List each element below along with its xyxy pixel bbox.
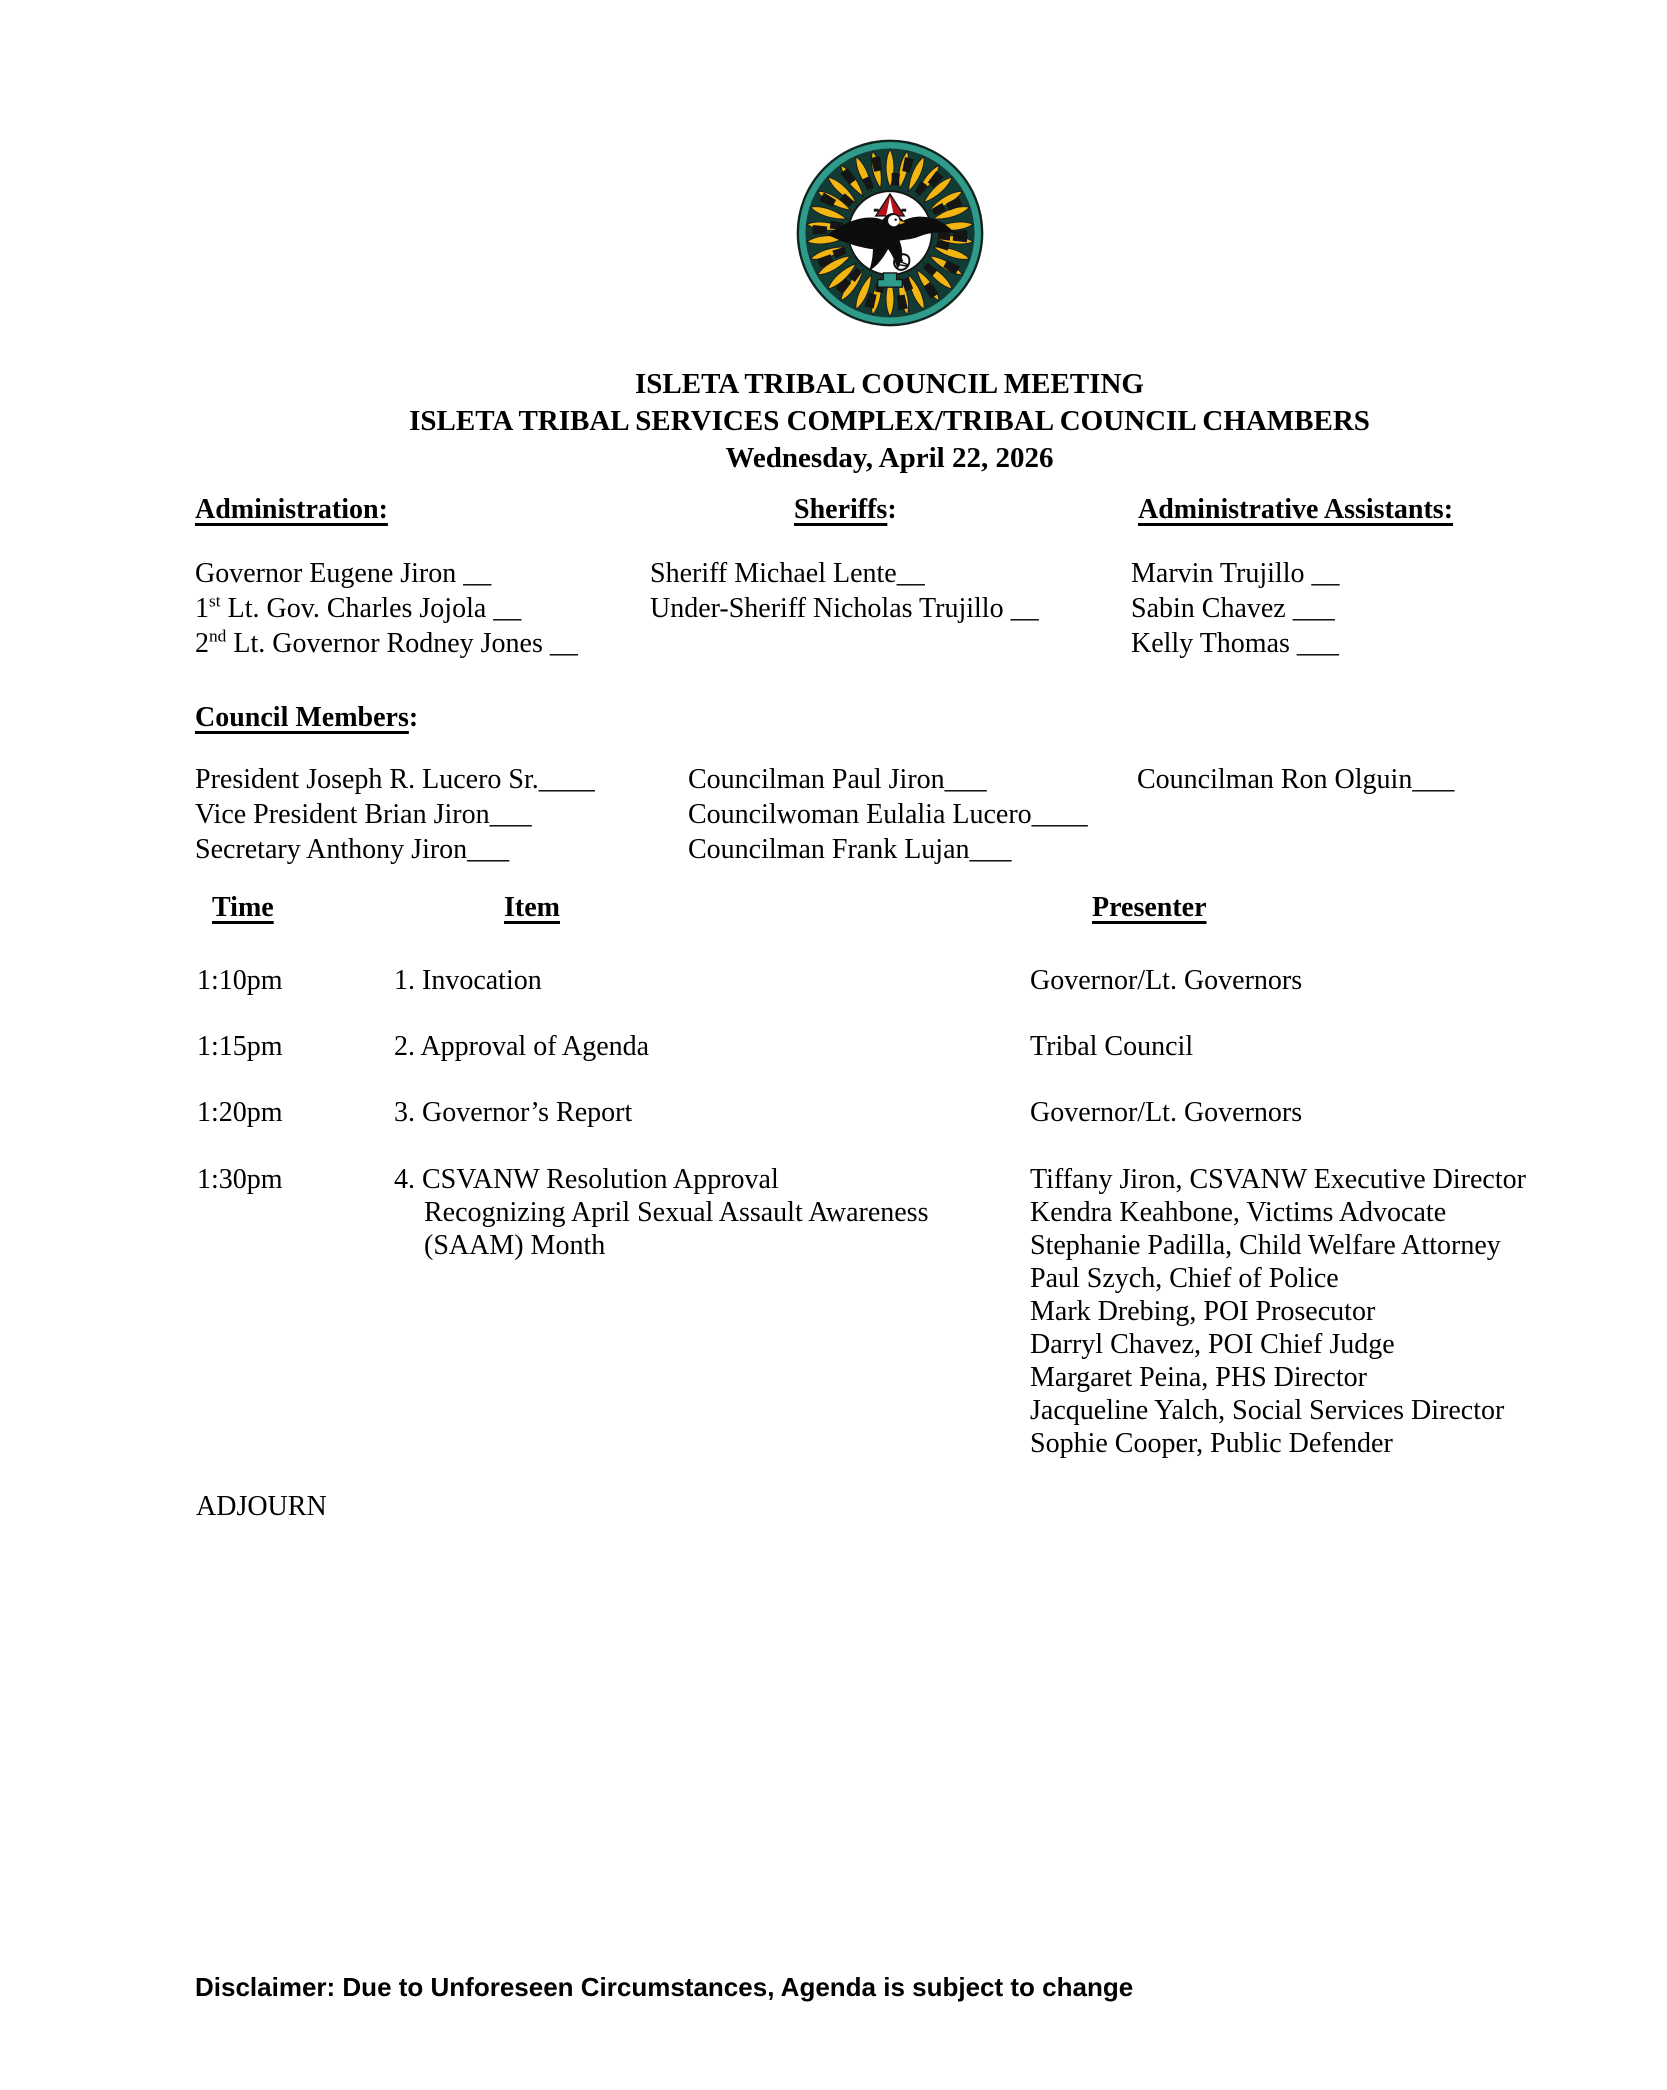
title-line-2: ISLETA TRIBAL SERVICES COMPLEX/TRIBAL COUNCIL CHAMBERS xyxy=(409,405,1370,437)
text-line: Marvin Trujillo __ xyxy=(1131,558,1340,589)
document-title xyxy=(0,366,1667,477)
council-column-3 xyxy=(1137,762,1647,867)
text-line: Tribal Council xyxy=(1030,1031,1194,1062)
agenda-presenter xyxy=(1030,1096,1620,1129)
agenda-presenter xyxy=(1030,964,1620,997)
assistants-heading: Administrative Assistants: xyxy=(1138,494,1454,525)
agenda-presenter xyxy=(1030,1163,1620,1460)
text-line: President Joseph R. Lucero Sr.____ xyxy=(195,764,595,795)
text-line: 3. Governor’s Report xyxy=(394,1097,633,1128)
agenda-time: 1:10pm xyxy=(197,965,283,996)
agenda-time: 1:15pm xyxy=(197,1031,283,1062)
administration-column xyxy=(195,492,650,661)
text-line: Darryl Chavez, POI Chief Judge xyxy=(1030,1329,1395,1360)
agenda-item xyxy=(394,1163,1034,1262)
text-line: Sophie Cooper, Public Defender xyxy=(1030,1428,1393,1459)
text-line: Governor/Lt. Governors xyxy=(1030,965,1303,996)
time-column-header: Time xyxy=(212,892,274,923)
title-line-3: Wednesday, April 22, 2026 xyxy=(725,442,1054,474)
disclaimer-text: Disclaimer: Due to Unforeseen Circumstances, Agenda is subject to change xyxy=(195,1972,1134,2002)
text-line: Sabin Chavez ___ xyxy=(1131,593,1335,624)
text-line: Councilman Frank Lujan___ xyxy=(688,834,1012,865)
sheriffs-names xyxy=(650,556,1131,626)
text-line: 4. CSVANW Resolution Approval xyxy=(394,1164,779,1195)
text-line: Paul Szych, Chief of Police xyxy=(1030,1263,1339,1294)
agenda-item xyxy=(394,1030,1034,1063)
sheriffs-column xyxy=(650,492,1131,661)
administration-names xyxy=(195,556,650,661)
official-name: 2nd Lt. Governor Rodney Jones __ xyxy=(195,626,578,659)
text-line: Vice President Brian Jiron___ xyxy=(195,799,532,830)
official-name: 1st Lt. Gov. Charles Jojola __ xyxy=(195,591,522,624)
text-line: 2. Approval of Agenda xyxy=(394,1031,650,1062)
tribal-seal-icon xyxy=(795,138,985,328)
council-members-heading: Council Members: xyxy=(195,702,419,733)
text-line: Mark Drebing, POI Prosecutor xyxy=(1030,1296,1376,1327)
adjourn-label: ADJOURN xyxy=(196,1491,327,1522)
item-column-header: Item xyxy=(504,892,560,923)
text-line: (SAAM) Month xyxy=(424,1230,606,1261)
sheriffs-heading: Sheriffs: xyxy=(794,494,897,525)
council-column-2 xyxy=(688,762,1137,867)
agenda-time: 1:30pm xyxy=(197,1164,283,1195)
text-line: Councilman Ron Olguin___ xyxy=(1137,764,1455,795)
text-line: Stephanie Padilla, Child Welfare Attorney xyxy=(1030,1230,1501,1261)
assistants-names xyxy=(1131,556,1647,661)
council-members-section xyxy=(195,762,1647,867)
presenter-column-header: Presenter xyxy=(1092,892,1207,923)
agenda-item xyxy=(394,1096,1034,1129)
text-line: Under-Sheriff Nicholas Trujillo __ xyxy=(650,593,1039,624)
text-line: 1. Invocation xyxy=(394,965,542,996)
text-line: Councilwoman Eulalia Lucero____ xyxy=(688,799,1088,830)
text-line: Councilman Paul Jiron___ xyxy=(688,764,987,795)
isleta-tribal-seal-logo xyxy=(795,138,985,328)
text-line: Recognizing April Sexual Assault Awareness xyxy=(424,1197,929,1228)
agenda-item xyxy=(394,964,1034,997)
text-line: Secretary Anthony Jiron___ xyxy=(195,834,510,865)
text-line: Kelly Thomas ___ xyxy=(1131,628,1339,659)
agenda-table-header xyxy=(0,892,1667,932)
text-line: Sheriff Michael Lente__ xyxy=(650,558,925,589)
text-line: Governor/Lt. Governors xyxy=(1030,1097,1303,1128)
official-name: Governor Eugene Jiron __ xyxy=(195,558,492,589)
agenda-presenter xyxy=(1030,1030,1620,1063)
text-line: Margaret Peina, PHS Director xyxy=(1030,1362,1367,1393)
title-line-1: ISLETA TRIBAL COUNCIL MEETING xyxy=(634,368,1144,400)
agenda-time: 1:20pm xyxy=(197,1097,283,1128)
officials-section xyxy=(195,492,1647,661)
administration-heading: Administration: xyxy=(195,494,388,525)
council-column-1 xyxy=(195,762,688,867)
text-line: Jacqueline Yalch, Social Services Director xyxy=(1030,1395,1505,1426)
assistants-column xyxy=(1131,492,1647,661)
text-line: Tiffany Jiron, CSVANW Executive Director xyxy=(1030,1164,1526,1195)
text-line: Kendra Keahbone, Victims Advocate xyxy=(1030,1197,1447,1228)
